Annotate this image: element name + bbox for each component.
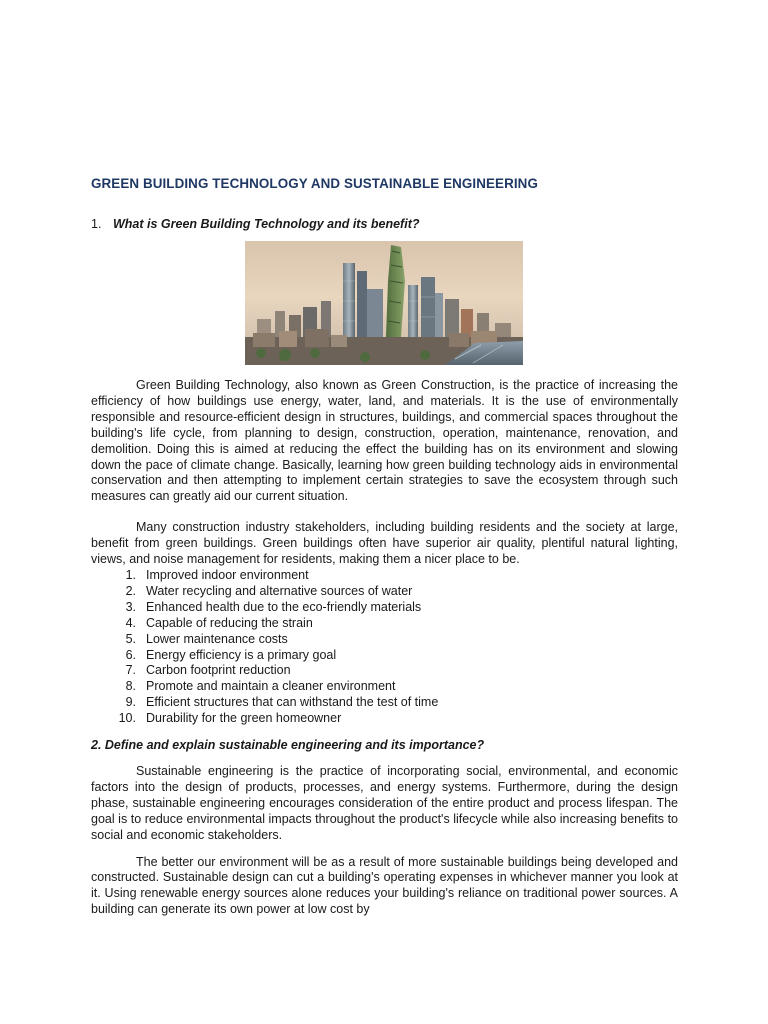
paragraph-stakeholders: Many construction industry stakeholders, including building residents and the society at large, benefit from green buildings. Green buildings often have superior air quality, plentiful natural lighting, views, and noise management for residents, making them a nicer place to be. xyxy=(91,520,678,567)
question-1-text: What is Green Building Technology and its benefit? xyxy=(113,217,420,231)
list-item-text: Lower maintenance costs xyxy=(146,631,288,646)
question-2: 2. Define and explain sustainable engineering and its importance? xyxy=(91,738,485,753)
city-skyline-image xyxy=(245,241,523,365)
list-item-text: Improved indoor environment xyxy=(146,567,309,582)
list-item xyxy=(91,600,678,616)
list-item-text: Enhanced health due to the eco-friendly materials xyxy=(146,599,422,614)
list-item-number: 2. xyxy=(125,583,136,598)
question-1 xyxy=(91,217,678,231)
list-item xyxy=(91,648,678,664)
list-item-text: Energy efficiency is a primary goal xyxy=(146,647,337,662)
question-1-number: 1. xyxy=(91,217,102,231)
list-item-number: 4. xyxy=(125,615,136,630)
list-item xyxy=(91,711,678,727)
list-item xyxy=(91,584,678,600)
paragraph-sustainable-buildings: The better our environment will be as a result of more sustainable buildings being developed and constructed. Sustainable design can cut a building's operating expenses in whichever manner you look at it. Using renewable energy sources alone reduces your building's reliance on traditional power sources. A building can generate its own power at low cost by xyxy=(91,854,678,917)
document-page xyxy=(91,176,678,918)
list-item-number: 10. xyxy=(118,711,136,726)
list-item xyxy=(91,632,678,648)
list-item xyxy=(91,679,678,695)
list-item-text: Efficient structures that can withstand the test of time xyxy=(146,695,439,710)
list-item xyxy=(91,616,678,632)
list-item-text: Durability for the green homeowner xyxy=(146,711,342,726)
list-item-number: 1. xyxy=(125,567,136,582)
list-item-number: 3. xyxy=(125,599,136,614)
paragraph-green-building-definition: Green Building Technology, also known as Green Construction, is the practice of increasing the efficiency of how buildings use energy, water, land, and materials. It is the use of environmentally responsible and resource-efficient design in structures, buildings, and commercial spaces throughout the building's life cycle, from planning to design, construction, operation, maintenance, renovation, and demolition. Doing this is aimed at reducing the effect the building has on its environment and slowing down the pace of climate change. Basically, learning how green building technology aids in environmental conservation and then attempting to implement certain strategies to save the ecosystem through such measures can greatly aid our current situation. xyxy=(91,378,678,504)
document-title: GREEN BUILDING TECHNOLOGY AND SUSTAINABLE ENGINEERING xyxy=(91,176,538,191)
list-item-number: 6. xyxy=(125,647,136,662)
list-item-number: 7. xyxy=(125,663,136,678)
list-item-number: 8. xyxy=(125,679,136,694)
list-item-text: Promote and maintain a cleaner environment xyxy=(146,679,396,694)
list-item-text: Carbon footprint reduction xyxy=(146,663,291,678)
list-item-number: 5. xyxy=(125,631,136,646)
list-item-text: Capable of reducing the strain xyxy=(146,615,313,630)
paragraph-sustainable-engineering-definition: Sustainable engineering is the practice of incorporating social, environmental, and economic factors into the design of products, processes, and energy systems. Furthermore, during the design phase, sustainable engineering encourages consideration of the entire product and process lifespan. The goal is to reduce environmental impacts throughout the product's lifecycle while also increasing benefits to social and economic stakeholders. xyxy=(91,764,678,842)
list-item xyxy=(91,663,678,679)
benefits-list xyxy=(91,568,678,727)
list-item-number: 9. xyxy=(125,695,136,710)
list-item-text: Water recycling and alternative sources of water xyxy=(146,583,413,598)
list-item xyxy=(91,695,678,711)
list-item xyxy=(91,568,678,584)
